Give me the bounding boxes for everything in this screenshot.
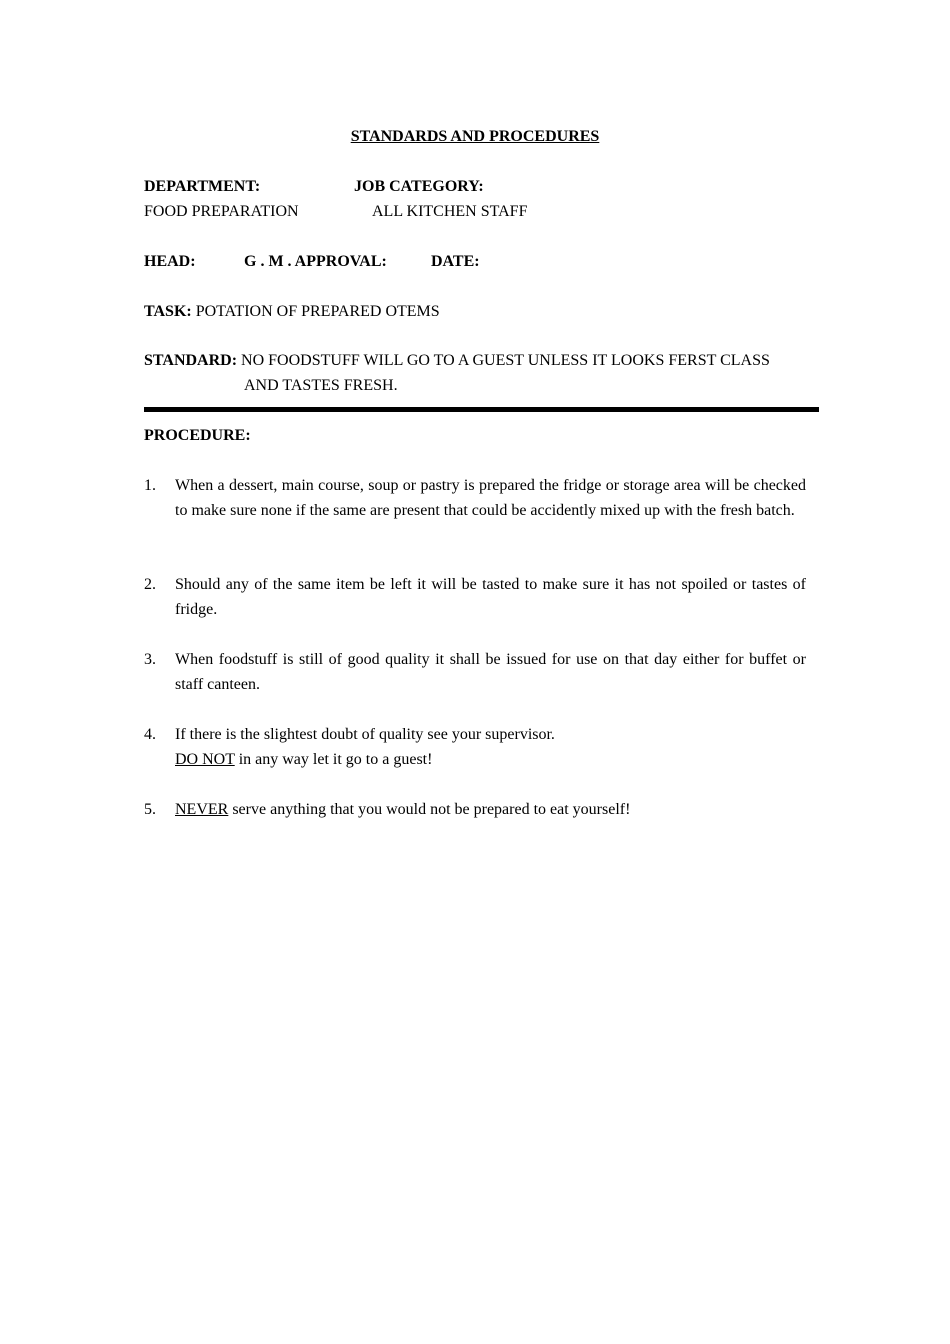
task-row — [144, 304, 440, 320]
procedure-emphasis: DO NOT — [175, 751, 235, 768]
department-label: DEPARTMENT: — [144, 178, 261, 195]
procedure-number: 5. — [144, 801, 156, 818]
head-label: HEAD: — [144, 253, 196, 270]
procedure-item-5 — [144, 797, 806, 822]
date-label: DATE: — [431, 253, 480, 270]
procedure-number: 3. — [144, 651, 156, 668]
department-value: FOOD PREPARATION — [144, 203, 299, 220]
standard-line-1: NO FOODSTUFF WILL GO TO A GUEST UNLESS IT LOOKS FERST CLASS — [241, 352, 770, 369]
procedure-body — [175, 722, 806, 772]
procedure-label: PROCEDURE: — [144, 427, 251, 444]
job-category-value: ALL KITCHEN STAFF — [372, 203, 528, 220]
procedure-body — [175, 797, 806, 822]
procedure-text: When foodstuff is still of good quality it shall be issued for use on that day either for buffet or staff canteen. — [175, 651, 806, 693]
standard-line-2: AND TASTES FRESH. — [244, 377, 398, 394]
job-category-label: JOB CATEGORY: — [354, 178, 484, 195]
procedure-warning — [175, 747, 806, 772]
procedure-item-1 — [144, 473, 806, 523]
gm-approval-label: G . M . APPROVAL: — [244, 253, 387, 270]
procedure-number: 1. — [144, 477, 156, 494]
task-label: TASK: — [144, 303, 192, 320]
procedure-number: 4. — [144, 726, 156, 743]
procedure-number: 2. — [144, 576, 156, 593]
procedure-text: Should any of the same item be left it will be tasted to make sure it has not spoiled or tastes of fridge. — [175, 576, 806, 618]
procedure-text-after: in any way let it go to a guest! — [234, 751, 433, 768]
document-title: STANDARDS AND PROCEDURES — [350, 128, 600, 145]
procedure-item-4 — [144, 722, 806, 772]
procedure-text: When a dessert, main course, soup or pastry is prepared the fridge or storage area will be checked to make sure none if the same are present that could be accidently mixed up with the fresh batch. — [175, 477, 806, 519]
standard-label: STANDARD: — [144, 352, 238, 369]
procedure-item-2 — [144, 572, 806, 622]
standard-row — [144, 353, 770, 369]
task-value: POTATION OF PREPARED OTEMS — [195, 303, 440, 320]
procedure-emphasis: NEVER — [175, 801, 229, 818]
procedure-text: If there is the slightest doubt of quality see your supervisor. — [175, 726, 555, 743]
procedure-text-after: serve anything that you would not be prepared to eat yourself! — [228, 801, 631, 818]
procedure-item-3 — [144, 647, 806, 697]
section-divider — [144, 407, 819, 412]
